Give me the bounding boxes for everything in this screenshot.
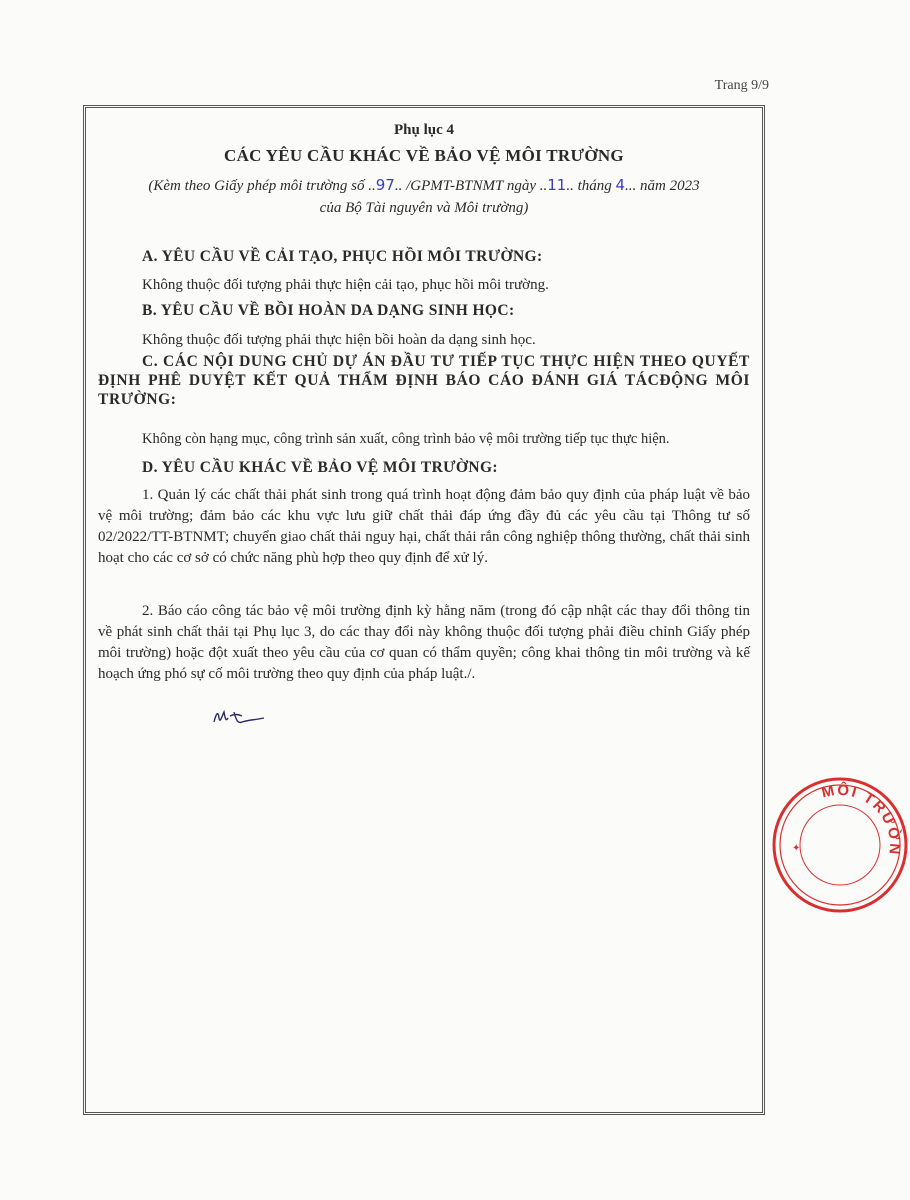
note-mid1: /GPMT-BTNMT ngày bbox=[406, 178, 536, 194]
note-prefix: (Kèm theo Giấy phép môi trường số bbox=[148, 178, 365, 194]
page-number: Trang 9/9 bbox=[714, 78, 769, 93]
permit-number: 97 bbox=[375, 176, 395, 194]
section-a-heading: A. YÊU CẦU VỀ CẢI TẠO, PHỤC HỒI MÔI TRƯỜNG: bbox=[142, 248, 543, 265]
section-d-paragraph-2: 2. Báo cáo công tác bảo vệ môi trường định kỳ hằng năm (trong đó cập nhật các thay đổi thông tin về phát sinh chất thải tại Phụ lục 3, do các thay đổi này không thuộc đối tượng phải điều chỉnh Giấy phép môi trường) hoặc đột xuất theo yêu cầu của cơ quan có thẩm quyền; công khai thông tin môi trường và kế hoạch ứng phó sự cố môi trường theo quy định của pháp luật./. bbox=[98, 603, 750, 682]
note-mid2: tháng bbox=[577, 178, 612, 194]
svg-text:✦: ✦ bbox=[792, 843, 801, 854]
section-b-heading: B. YÊU CẦU VỀ BỒI HOÀN DA DẠNG SINH HỌC: bbox=[142, 302, 515, 319]
red-seal-stamp bbox=[770, 775, 910, 915]
note-line2: của Bộ Tài nguyên và Môi trường) bbox=[319, 200, 529, 216]
note-suffix: năm 2023 bbox=[640, 178, 700, 194]
appendix-note: (Kèm theo Giấy phép môi trường số ..97.. /GPMT-BTNMT ngày ..11.. tháng 4... năm 2023 của Bộ Tài nguyên và Môi trường) bbox=[148, 176, 700, 216]
permit-day: 11 bbox=[547, 176, 567, 194]
appendix-title: CÁC YÊU CẦU KHÁC VỀ BẢO VỆ MÔI TRƯỜNG bbox=[224, 146, 624, 165]
section-c-text: Không còn hạng mục, công trình sản xuất, công trình bảo vệ môi trường tiếp tục thực hiện. bbox=[142, 431, 670, 447]
section-b-text: Không thuộc đối tượng phải thực hiện bồi hoàn da dạng sinh học. bbox=[142, 332, 536, 348]
svg-text:MÔI TRƯỜN: MÔI TRƯỜN bbox=[820, 781, 904, 857]
initials-signature bbox=[212, 706, 266, 733]
appendix-label: Phụ lục 4 bbox=[393, 122, 454, 138]
section-d-heading: D. YÊU CẦU KHÁC VỀ BẢO VỆ MÔI TRƯỜNG: bbox=[142, 459, 498, 476]
permit-month: 4 bbox=[615, 176, 626, 194]
section-a-text: Không thuộc đối tượng phải thực hiện cải tạo, phục hồi môi trường. bbox=[142, 277, 549, 293]
document-frame bbox=[83, 105, 765, 1115]
section-d-paragraph-1: 1. Quản lý các chất thải phát sinh trong quá trình hoạt động đảm bảo quy định của pháp luật về bảo vệ môi trường; đảm bảo các khu vực lưu giữ chất thải đáp ứng đầy đủ các yêu cầu tại Thông tư số 02/2022/TT-BTNMT; chuyển giao chất thải nguy hại, chất thải rắn công nghiệp thông thường, chất thải sinh hoạt cho các cơ sở có chức năng phù hợp theo quy định để xử lý. bbox=[98, 487, 750, 566]
section-c-heading: C. CÁC NỘI DUNG CHỦ DỰ ÁN ĐẦU TƯ TIẾP TỤC THỰC HIỆN THEO QUYẾT ĐỊNH PHÊ DUYỆT KẾT QUẢ THẨM ĐỊNH BÁO CÁO ĐÁNH GIÁ TÁCĐỘNG MÔI TRƯỜNG: bbox=[98, 353, 750, 408]
